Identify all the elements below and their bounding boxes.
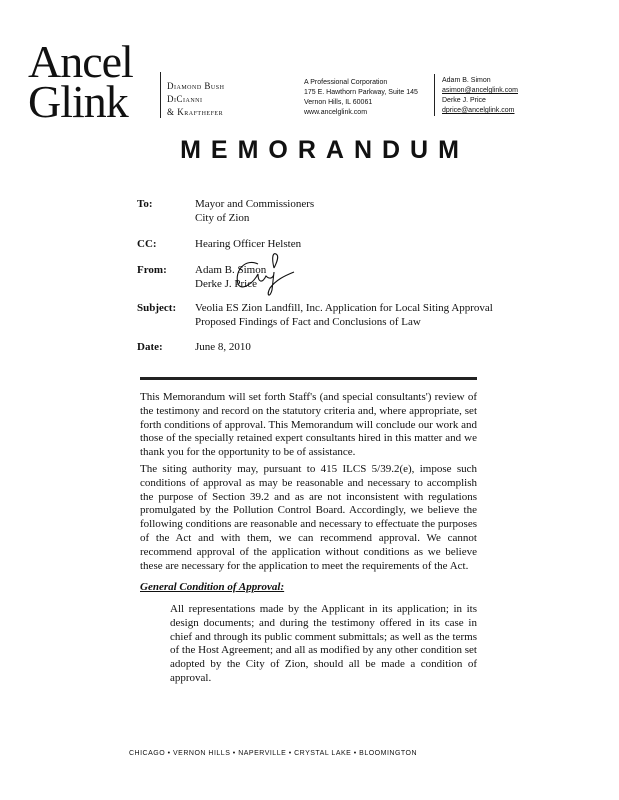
body-paragraph: The siting authority may, pursuant to 415 ILCS 5/39.2(e), impose such conditions of approval as may be reasonable and necessary to accomplish the purpose of Section 39.2 and as are not inconsistent with regulations promulgated by the Pollution Control Board. Accordingly, we believe the following conditions are reasonable and necessary to effectuate the purposes of the Act and with them, we can recommend approval. We cannot recommend approval of the application without conditions as we believe these are necessary for the application to meet the requirements of the Act. <box>140 463 477 572</box>
cc-label: CC: <box>137 238 157 250</box>
to-row <box>137 197 314 225</box>
body-paragraph: This Memorandum will set forth Staff's (and special consultants') review of the testimony and record on the statutory criteria and, where appropriate, set forth conditions of approval. This Memorandum will conclude our work and those of the specially retained expert consultants hired in this matter and we thank you for the opportunity to be of assistance. <box>140 391 477 459</box>
firm-line: & Krafthefer <box>167 107 224 117</box>
from-value: Derke J. Price <box>195 278 258 290</box>
address-line: 175 E. Hawthorn Parkway, Suite 145 <box>304 89 418 96</box>
from-value: Adam B. Simon <box>195 264 267 276</box>
subject-value: Proposed Findings of Fact and Conclusions of Law <box>195 316 421 328</box>
to-value: City of Zion <box>195 212 250 224</box>
cc-row <box>137 237 301 251</box>
contact-name: Derke J. Price <box>442 97 486 104</box>
body-paragraph: All representations made by the Applicant in its application; in its design documents; and during the testimony offered in its case in chief and through its public comment submittals; as well as the terms of the Host Agreement; and all as modified by any other condition set adopted by the City of Zion, should all be made a condition of approval. <box>170 603 477 684</box>
footer-offices: CHICAGO • VERNON HILLS • NAPERVILLE • CRYSTAL LAKE • BLOOMINGTON <box>129 750 418 757</box>
firm-names <box>167 80 224 119</box>
divider <box>160 72 161 118</box>
section-heading: General Condition of Approval: <box>140 581 285 593</box>
firm-line: Diamond Bush <box>167 81 225 91</box>
logo-line: Ancel <box>28 36 133 87</box>
from-label: From: <box>137 264 167 276</box>
subject-label: Subject: <box>137 302 177 314</box>
to-label: To: <box>137 198 153 210</box>
page-title: MEMORANDUM <box>180 136 469 164</box>
email-link[interactable]: asimon@ancelglink.com <box>442 87 518 94</box>
subject-row <box>137 301 493 329</box>
email-link[interactable]: dprice@ancelglink.com <box>442 107 515 114</box>
divider <box>434 74 435 116</box>
header-rule <box>140 377 477 380</box>
subject-value: Veolia ES Zion Landfill, Inc. Application for Local Siting Approval <box>195 302 493 314</box>
logo-line: Glink <box>28 76 128 127</box>
firm-logo <box>28 36 133 127</box>
date-value: June 8, 2010 <box>195 341 251 353</box>
date-row <box>137 340 251 354</box>
to-value: Mayor and Commissioners <box>195 198 315 210</box>
website-link[interactable]: www.ancelglink.com <box>304 109 368 116</box>
cc-value: Hearing Officer Helsten <box>195 238 302 250</box>
address-line: Vernon Hills, IL 60061 <box>304 99 373 106</box>
address-line: A Professional Corporation <box>304 79 388 86</box>
firm-address <box>304 78 418 118</box>
contacts <box>442 76 518 116</box>
contact-name: Adam B. Simon <box>442 77 491 84</box>
firm-line: DiCianni <box>167 94 203 104</box>
signature <box>228 250 298 300</box>
date-label: Date: <box>137 341 163 353</box>
